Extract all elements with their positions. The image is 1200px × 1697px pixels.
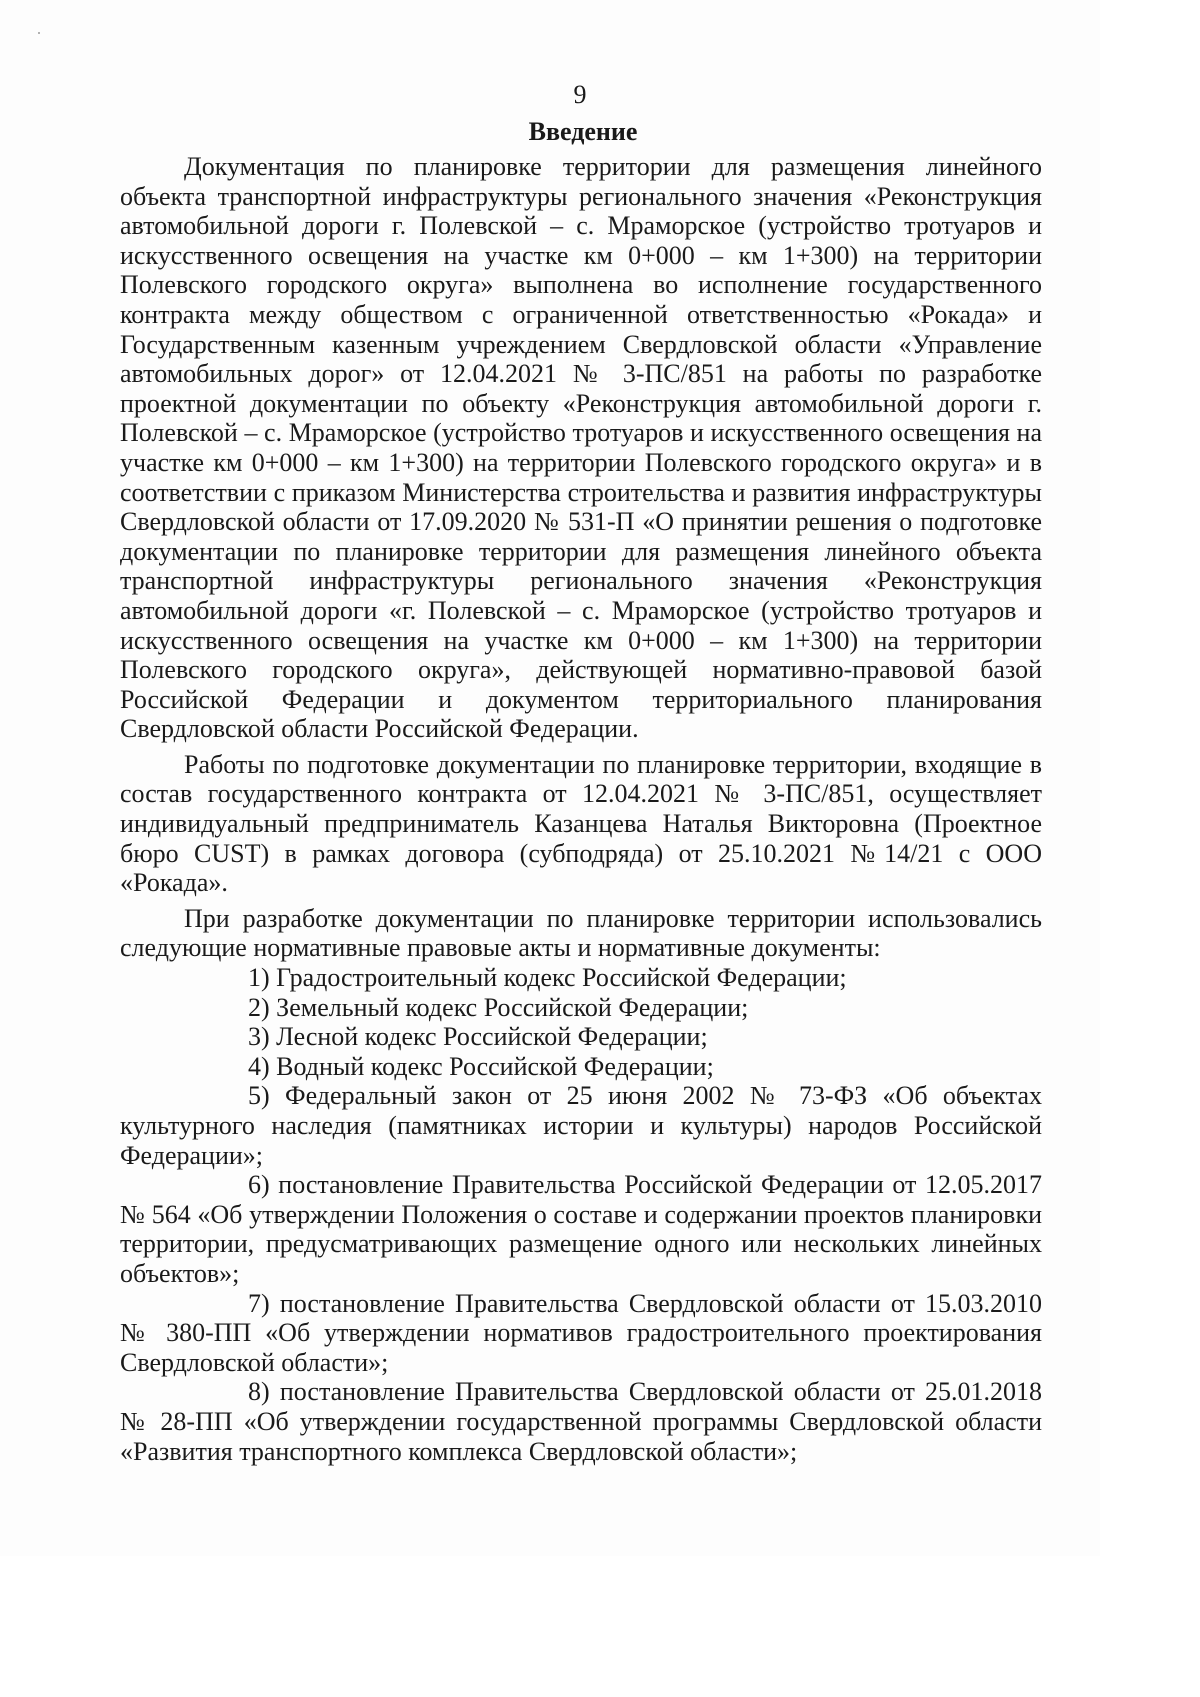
list-item-text: Градостроительный кодекс Российской Федерации;: [276, 963, 847, 993]
scan-speck: [38, 32, 40, 34]
list-item: [120, 1081, 1042, 1170]
list-item: [120, 1022, 1042, 1052]
list-item-text: постановление Правительства Российской Федерации от 12.05.2017 № 564 «Об утверждении Положения о составе и содержании проектов планировки территории, предусматривающих размещение одного или нескольких линейных объектов»;: [120, 1170, 1042, 1288]
list-item-number: 1): [248, 963, 270, 993]
list-item-text: постановление Правительства Свердловской области от 25.01.2018 № 28-ПП «Об утверждении государственной программы Свердловской области «Развития транспортного комплекса Свердловской области»;: [120, 1377, 1043, 1466]
body-text: [120, 152, 1042, 1466]
list-item: [120, 963, 1042, 993]
list-item: [120, 1289, 1042, 1378]
list-item: [120, 1377, 1042, 1466]
paragraph-intro: Документация по планировке территории для размещения линейного объекта транспортной инфраструктуры регионального значения «Реконструкция автомобильной дороги г. Полевской – с. Мраморское (устройство тротуаров и искусственного освещения на участке км 0+000 – км 1+300) на территории Полевского городского округа» выполнена во исполнение государственного контракта между обществом с ограниченной ответственностью «Рокада» и Государственным казенным учреждением Свердловской области «Управление автомобильных дорог» от 12.04.2021 № 3-ПС/851 на работы по разработке проектной документации по объекту «Реконструкция автомобильной дороги г. Полевской – с. Мраморское (устройство тротуаров и искусственного освещения на участке км 0+000 – км 1+300) на территории Полевского городского округа» и в соответствии с приказом Министерства строительства и развития инфраструктуры Свердловской области от 17.09.2020 № 531-П «О принятии решения о подготовке документации по планировке территории для размещения линейного объекта транспортной инфраструктуры регионального значения «Реконструкция автомобильной дороги «г. Полевской – с. Мраморское (устройство тротуаров и искусственного освещения на участке км 0+000 – км 1+300) на территории Полевского городского округа», действующей нормативно-правовой базой Российской Федерации и документом территориального планирования Свердловской области Российской Федерации.: [120, 152, 1042, 744]
list-item: [120, 1052, 1042, 1082]
list-item-text: постановление Правительства Свердловской области от 15.03.2010 № 380-ПП «Об утверждении нормативов градостроительного проектирования Свердловской области»;: [120, 1288, 1043, 1377]
paragraph-regulations-intro: При разработке документации по планировке территории использовались следующие нормативные правовые акты и нормативные документы:: [120, 903, 1042, 963]
page-number: 9: [573, 80, 587, 109]
section-heading: Введение: [528, 117, 638, 146]
list-item-number: 7): [248, 1288, 270, 1318]
list-item-text: Федеральный закон от 25 июня 2002 № 73-ФЗ «Об объектах культурного наследия (памятниках истории и культуры) народов Российской Федерации»;: [120, 1081, 1043, 1170]
list-item-number: 8): [248, 1377, 270, 1407]
list-item: [120, 1170, 1042, 1288]
list-item-number: 6): [248, 1170, 270, 1200]
list-item-text: Лесной кодекс Российской Федерации;: [276, 1022, 708, 1052]
paragraph-contractor: Работы по подготовке документации по планировке территории, входящие в состав государственного контракта от 12.04.2021 № 3-ПС/851, осуществляет индивидуальный предприниматель Казанцева Наталья Викторовна (Проектное бюро CUST) в рамках договора (субподряда) от 25.10.2021 №14/21 с ООО «Рокада».: [120, 749, 1042, 898]
list-item-number: 3): [248, 1022, 270, 1052]
regulations-list: [120, 963, 1042, 1466]
list-item-text: Земельный кодекс Российской Федерации;: [276, 992, 749, 1022]
list-item: [120, 993, 1042, 1023]
list-item-number: 2): [248, 992, 270, 1022]
list-item-number: 5): [248, 1081, 270, 1111]
list-item-number: 4): [248, 1051, 270, 1081]
list-item-text: Водный кодекс Российской Федерации;: [276, 1051, 714, 1081]
